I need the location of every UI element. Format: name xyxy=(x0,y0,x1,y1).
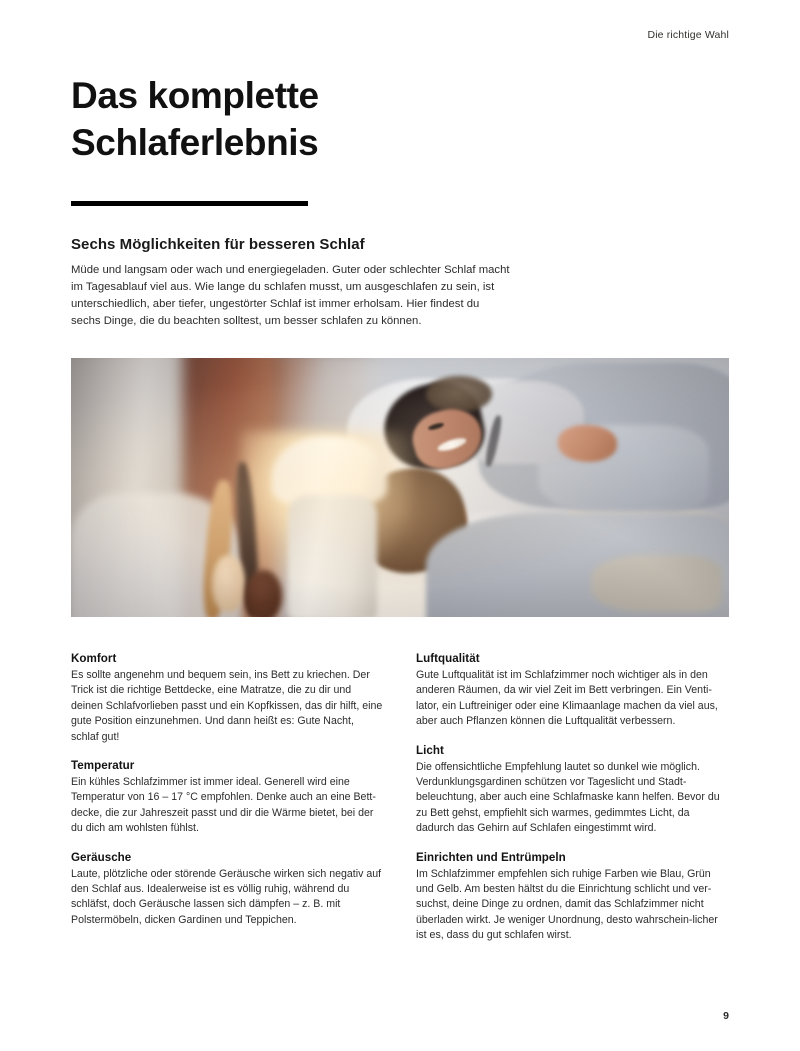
title-divider-rule xyxy=(71,201,308,206)
section-komfort xyxy=(71,652,384,745)
bedroom-photo xyxy=(71,358,729,617)
section-paragraph: Laute, plötzliche oder störende Geräusche wirken sich negativ auf den Schlaf aus. Idealerweise ist es völlig ruhig, während du schläfst, doch Geräusche lassen sich dämpfen – z. B. mit Polstermöbeln, dicken Gardinen und Teppichen. xyxy=(71,867,382,926)
section-temperatur xyxy=(71,759,384,837)
section-paragraph: Ein kühles Schlafzimmer ist immer ideal. Generell wird eine Temperatur von 16 – 17 °C empfohlen. Denke auch an eine Bett-decke, die zur Jahreszeit passt und dir die Wärme bietet, bei der du dich am wohlsten fühlst. xyxy=(71,776,376,835)
page-title: Das komplette Schlaferlebnis xyxy=(71,75,319,164)
section-geraeusche xyxy=(71,851,384,929)
section-heading: Geräusche xyxy=(71,850,132,864)
section-heading: Temperatur xyxy=(71,759,135,773)
section-licht xyxy=(416,744,729,837)
woman-hand xyxy=(558,425,617,461)
section-paragraph: Gute Luftqualität ist im Schlafzimmer noch wichtiger als in den anderen Räumen, da wir viel Zeit im Bett verbringen. Ein Venti-lator, ein Luftreiniger oder eine Klimaanlage machen da viel aus, aber auch Pflanzen können die Luftqualität verbessern. xyxy=(416,669,718,728)
section-heading: Luftqualität xyxy=(416,652,480,665)
section-heading: Komfort xyxy=(71,652,117,665)
column-left xyxy=(71,652,384,944)
intro-heading: Sechs Möglichkeiten für besseren Schlaf xyxy=(71,236,365,253)
section-heading: Licht xyxy=(416,743,444,757)
dried-bud-dark xyxy=(245,570,281,617)
section-paragraph: Es sollte angenehm und bequem sein, ins Bett zu kriechen. Der Trick ist die richtige Bettdecke, eine Matratze, die zu dir und deinen Schlafvorlieben passt und ein Kopfkissen, das dir hilft, eine gute Position einzunehmen. Und dann heißt es: Gute Nacht, schlaf gut! xyxy=(71,669,383,743)
lamp-base xyxy=(288,495,377,617)
intro-paragraph: Müde und langsam oder wach und energiegeladen. Guter oder schlechter Schlaf macht im Tagesablauf viel aus. Wie lange du schlafen musst, um ausgeschlafen zu sein, ist unterschiedlich, aber tiefer, ungestörter Schlaf ist immer erholsam. Hier findest du sechs Dinge, die du beachten solltest, um besser schlafen zu können. xyxy=(71,264,510,327)
intro-block xyxy=(71,236,511,330)
section-einrichten-entruempeln xyxy=(416,851,729,944)
section-luftqualitaet xyxy=(416,652,729,730)
section-paragraph: Im Schlafzimmer empfehlen sich ruhige Farben wie Blau, Grün und Gelb. Am besten hältst du die Einrichtung schlicht und ver-suchst, deine Dinge zu ordnen, damit das Schlafzimmer nicht überladen wirkt. Je weniger Unordnung, desto wahrschein-licher ist es, dass du gut schlafen wirst. xyxy=(416,867,718,942)
dried-bud-light xyxy=(212,555,245,612)
section-paragraph: Die offensichtliche Empfehlung lautet so dunkel wie möglich. Verdunklungsgardinen schützen vor Tageslicht und Stadt-beleuchtung, aber auch eine Schlafmaske kann helfen. Bevor du zu Bett gehst, empfiehlt sich warmes, gedimmtes Licht, da dadurch das Gehirn auf Schlafen eingestimmt wird. xyxy=(416,760,720,835)
section-heading: Einrichten und Entrümpeln xyxy=(416,850,566,864)
body-columns xyxy=(71,652,729,944)
photo-scene xyxy=(71,358,729,617)
running-header: Die richtige Wahl xyxy=(647,29,729,41)
page-number: 9 xyxy=(723,1010,729,1022)
column-right xyxy=(416,652,729,944)
duvet-edge xyxy=(591,555,723,612)
